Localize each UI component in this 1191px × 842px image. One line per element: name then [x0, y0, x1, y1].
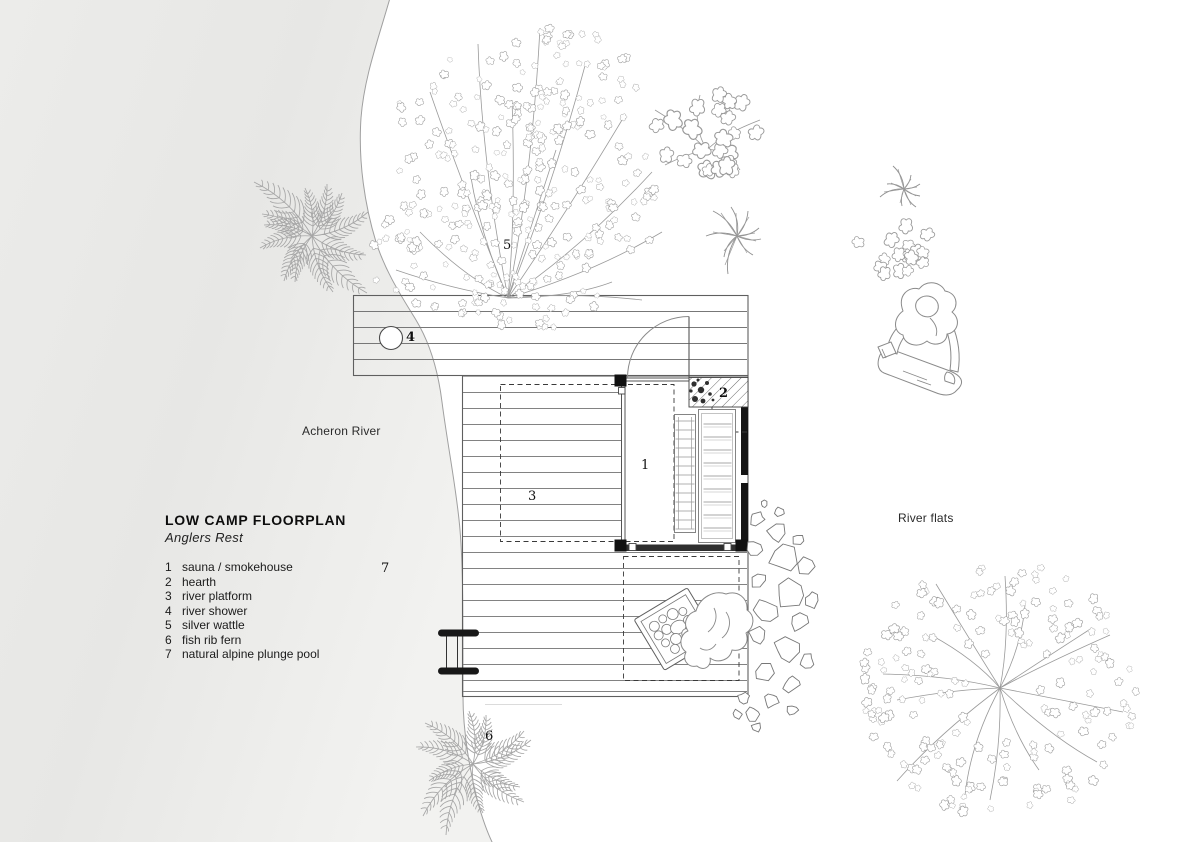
legend-item-hearth: 2 hearth — [165, 574, 217, 589]
sauna-smokehouse — [501, 317, 749, 552]
small-palm-plant — [706, 207, 761, 274]
river-shower-symbol — [380, 327, 403, 350]
legend-item-sauna: 1 sauna / smokehouse — [165, 560, 293, 574]
marker-river-shower: 4 — [406, 330, 416, 345]
sauna-benches — [675, 410, 736, 543]
legend-item-silver-wattle: 5 silver wattle — [165, 618, 245, 632]
plan-title: LOW CAMP FLOORPLAN — [165, 512, 347, 528]
marker-silver-wattle: 5 — [503, 238, 512, 253]
river-flats-tree — [858, 564, 1140, 819]
marker-plunge-pool: 7 — [381, 561, 390, 576]
marker-fish-rib-fern: 6 — [485, 729, 494, 744]
label-acheron-river: Acheron River — [302, 424, 381, 438]
sauna-door — [628, 317, 690, 379]
label-river-flats: River flats — [898, 511, 954, 525]
legend-item-fish-rib-fern: 6 fish rib fern — [165, 632, 242, 647]
legend — [165, 560, 346, 662]
sauna-east-wall — [741, 407, 748, 475]
silver-wattle-tree — [368, 24, 662, 331]
marker-sauna: 1 — [641, 458, 650, 473]
marker-hearth: 2 — [719, 386, 729, 401]
leafy-bush — [851, 217, 936, 282]
leaf-cluster — [647, 84, 767, 182]
legend-item-river-platform: 3 river platform — [165, 589, 253, 603]
plan-subtitle: Anglers Rest — [165, 530, 244, 545]
title-block — [165, 512, 346, 662]
person-on-log — [878, 283, 962, 395]
acheron-river-water — [0, 0, 493, 842]
small-palm-plant-right — [880, 166, 920, 207]
marker-river-platform: 3 — [528, 489, 537, 504]
legend-item-river-shower: 4 river shower — [165, 603, 248, 618]
legend-item-plunge-pool: 7 natural alpine plunge pool — [165, 647, 320, 661]
